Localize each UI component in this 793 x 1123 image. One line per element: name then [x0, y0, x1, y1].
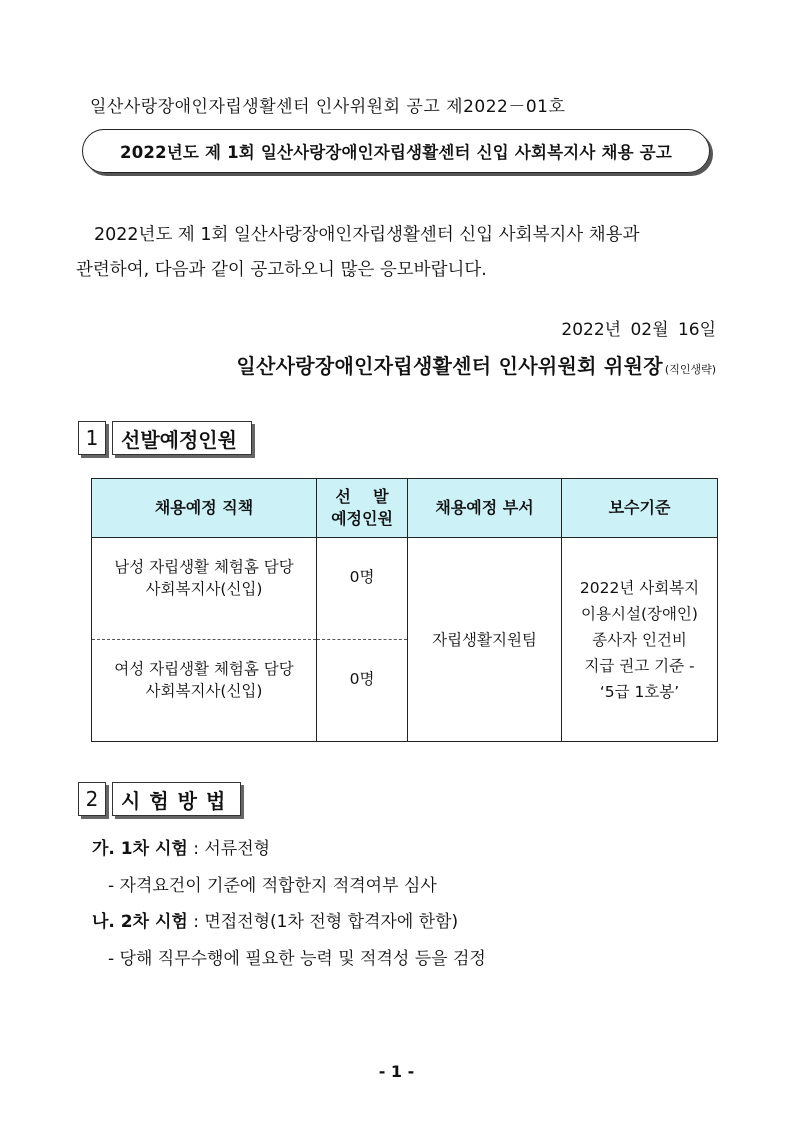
exam-stage-1-detail: - 자격요건이 기준에 적합한지 적격여부 심사	[108, 876, 437, 896]
exam-stage-2-detail: - 당해 직무수행에 필요한 능력 및 적격성 등을 검정	[108, 949, 486, 969]
section-2-title: 시험방법	[112, 782, 241, 816]
count-cell: 0명	[317, 640, 408, 742]
header-count	[317, 479, 408, 538]
salary-line-5: ‘5급 1호봉’	[599, 682, 680, 701]
exam-stage-2-value: 면접전형(1차 전형 합격자에 한함)	[204, 912, 459, 932]
table-header-row	[92, 479, 718, 538]
exam-stage-2-separator: :	[187, 912, 205, 932]
salary-line-4: 지급 권고 기준 -	[584, 656, 695, 675]
table-row	[92, 538, 718, 640]
exam-stage-1-label: 가. 1차 시험	[92, 839, 188, 859]
section-1-title: 선발예정인원	[112, 421, 252, 455]
duty-line-2: 사회복지사(신입)	[145, 580, 263, 598]
header-salary: 보수기준	[562, 479, 718, 538]
header-count-line-2: 예정인원	[331, 509, 393, 528]
notice-title: 2022년도 제 1회 일산사랑장애인자립생활센터 신입 사회복지사 채용 공고	[120, 143, 672, 162]
duty-line-1: 여성 자립생활 체험홈 담당	[114, 660, 294, 678]
intro-line-2: 관련하여, 다음과 같이 공고하오니 많은 응모바랍니다.	[76, 260, 487, 280]
salary-line-1: 2022년 사회복지	[579, 578, 700, 597]
exam-stage-2	[92, 907, 458, 932]
exam-stage-1	[92, 834, 270, 859]
section-1-heading	[78, 421, 252, 455]
header-department: 채용예정 부서	[408, 479, 562, 538]
seal-note: (직인생략)	[664, 363, 716, 376]
duty-line-2: 사회복지사(신입)	[145, 682, 263, 700]
header-count-line-1: 선 발	[335, 487, 389, 506]
intro-paragraph	[76, 218, 720, 288]
salary-line-3: 종사자 인건비	[592, 630, 687, 649]
intro-line-1: 2022년도 제 1회 일산사랑장애인자립생활센터 신입 사회복지사 채용과	[94, 225, 640, 245]
notice-date: 2022년 02월 16일	[561, 320, 716, 340]
exam-stage-2-label: 나. 2차 시험	[92, 912, 188, 932]
duty-cell	[92, 640, 317, 742]
department-cell: 자립생활지원팀	[408, 538, 562, 742]
section-2-number: 2	[78, 782, 106, 816]
page-number: - 1 -	[378, 1062, 415, 1081]
salary-line-2: 이용시설(장애인)	[581, 604, 698, 623]
section-2-heading	[78, 782, 241, 816]
issuer-line	[236, 350, 716, 379]
recruitment-table	[91, 478, 718, 742]
section-1-number: 1	[78, 421, 106, 455]
exam-stage-1-separator: :	[187, 839, 205, 859]
salary-cell	[562, 538, 718, 742]
notice-title-box	[82, 129, 710, 173]
notice-number: 일산사랑장애인자립생활센터 인사위원회 공고 제2022－01호	[90, 97, 566, 117]
issuer-name: 일산사랑장애인자립생활센터 인사위원회 위원장	[236, 354, 663, 378]
exam-stage-1-value: 서류전형	[204, 839, 271, 859]
duty-cell	[92, 538, 317, 640]
count-cell: 0명	[317, 538, 408, 640]
duty-line-1: 남성 자립생활 체험홈 담당	[114, 558, 294, 576]
header-duty: 채용예정 직책	[92, 479, 317, 538]
